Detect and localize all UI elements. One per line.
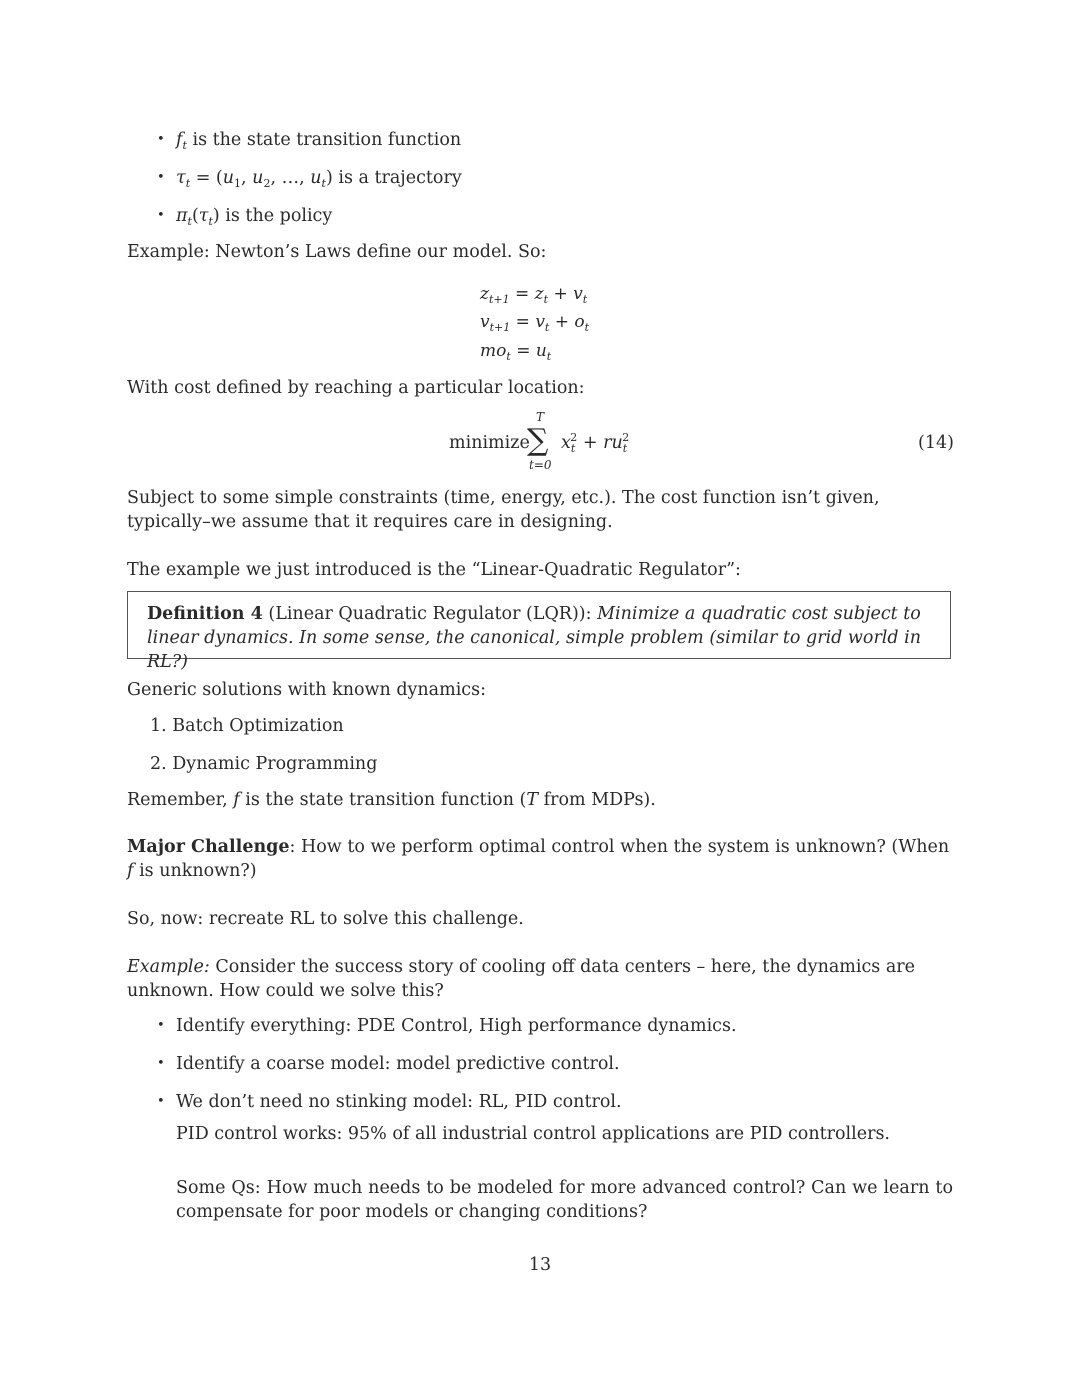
bullet-item: Identify everything: PDE Control, High performance dynamics. (176, 1016, 737, 1036)
cost-intro: With cost defined by reaching a particular location: (127, 378, 585, 398)
bullet-item: $\pi_t(\tau_t)$ is the policy (176, 206, 333, 228)
remember-line: Remember, f is the state transition function (T from MDPs). (127, 790, 656, 810)
bullet-item: Identify a coarse model: model predictive control. (176, 1054, 620, 1074)
bullet-marker: • (157, 1094, 165, 1109)
bullet-marker: • (157, 1018, 165, 1033)
page-number: 13 (528, 1255, 552, 1275)
bullet-marker: • (157, 208, 165, 223)
definition-text (147, 602, 942, 674)
challenge-paragraph: Major Challenge: How to we perform optimal control when the system is unknown? (When f is unknown?) (127, 837, 950, 881)
definition-body: Minimize a quadratic cost subject to linear dynamics. In some sense, the canonical, simple problem (similar to grid world in RL?) (147, 604, 922, 672)
lqr-intro: The example we just introduced is the “Linear-Quadratic Regulator”: (127, 560, 741, 580)
definition-box (127, 591, 951, 672)
so-now-line: So, now: recreate RL to solve this challenge. (127, 909, 524, 929)
definition-name: (Linear Quadratic Regulator (LQR)): (268, 604, 592, 624)
generic-intro: Generic solutions with known dynamics: (127, 680, 486, 700)
numbered-item: 1. Batch Optimization (150, 716, 344, 736)
example2-paragraph: Example: Consider the success story of cooling off data centers – here, the dynamics are unknown. How could we solve this? (127, 957, 915, 1001)
numbered-item: 2. Dynamic Programming (150, 754, 378, 774)
definition-label: Definition 4 (147, 604, 263, 624)
equation-1: $z_{t+1} = z_t + v_t$ (480, 284, 588, 306)
bullet-marker: • (157, 170, 165, 185)
constraints-paragraph: Subject to some simple constraints (time, energy, etc.). The cost function isn’t given, typically–we assume that it requires care in designing. (127, 488, 880, 532)
bullet-marker: • (157, 1056, 165, 1071)
example-intro: Example: Newton’s Laws define our model. So: (127, 242, 547, 262)
equation-number: (14) (918, 433, 954, 453)
minimize-equation: minimize T ∑ t=0 $x_t^2 + ru_t^2$ (449, 410, 630, 472)
equation-2: $v_{t+1} = v_t + o_t$ (480, 312, 590, 334)
some-questions: Some Qs: How much needs to be modeled for more advanced control? Can we learn to compensate for poor models or changing conditions? (176, 1178, 953, 1222)
equation-3: $mo_t = u_t$ (480, 341, 552, 363)
pid-note: PID control works: 95% of all industrial control applications are PID controllers. (176, 1124, 890, 1144)
bullet-item: $\tau_t = (u_1$, $u_2$, …, $u_t$) is a trajectory (176, 168, 462, 190)
bullet-marker: • (157, 132, 165, 147)
bullet-item: $f_t$ is the state transition function (176, 130, 462, 152)
bullet-item: We don’t need no stinking model: RL, PID control. (176, 1092, 622, 1112)
